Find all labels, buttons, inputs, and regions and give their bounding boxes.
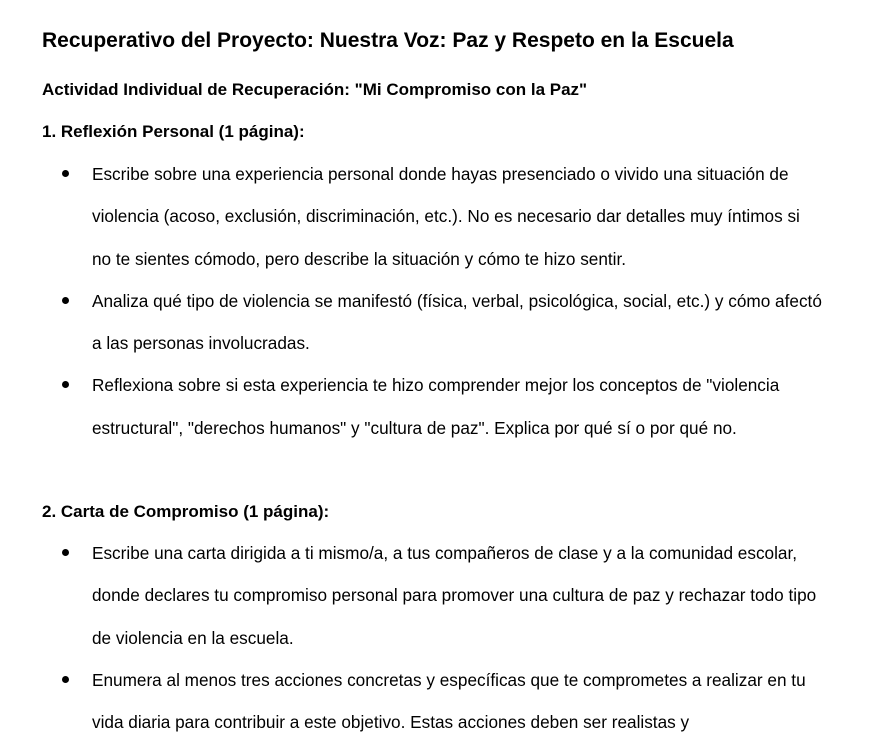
list-item-text: Escribe sobre una experiencia personal donde hayas presenciado o vivido una situación de violencia (acoso, exclusión, discriminación, etc.). No es necesario dar detalles muy íntimos si no te sientes cómodo, pero describe la situación y cómo te hizo sentir. (92, 164, 800, 269)
list-item-text: Escribe una carta dirigida a ti mismo/a, a tus compañeros de clase y a la comunidad escolar, donde declares tu compromiso personal para promover una cultura de paz y rechazar todo tipo de violencia en la escuela. (92, 543, 817, 648)
reflexion-bullet-list (0, 153, 888, 449)
carta-bullet-list (0, 532, 888, 739)
document-title: Recuperativo del Proyecto: Nuestra Voz: Paz y Respeto en la Escuela (42, 29, 734, 52)
list-item-text: Enumera al menos tres acciones concretas y específicas que te comprometes a realizar en tu vida diaria para contribuir a este objetivo. Estas acciones deben ser realistas y (92, 669, 806, 733)
list-item (0, 280, 822, 365)
bullet-dot-icon (62, 297, 69, 304)
bullet-dot-icon (62, 170, 69, 177)
section-heading-reflexion: 1. Reflexión Personal (1 página): (42, 122, 305, 141)
bullet-dot-icon (62, 676, 69, 683)
list-item (0, 364, 822, 449)
list-item (0, 532, 822, 659)
list-item-text: Analiza qué tipo de violencia se manifestó (física, verbal, psicológica, social, etc.) y cómo afectó a las personas involucradas. (92, 290, 822, 354)
list-item-text: Reflexiona sobre si esta experiencia te hizo comprender mejor los conceptos de "violencia estructural", "derechos humanos" y "cultura de paz". Explica por qué sí o por qué no. (92, 375, 780, 438)
section-heading-carta: 2. Carta de Compromiso (1 página): (42, 502, 330, 521)
list-item (0, 153, 822, 280)
list-item (0, 659, 822, 739)
activity-subtitle: Actividad Individual de Recuperación: "Mi Compromiso con la Paz" (42, 80, 588, 99)
bullet-dot-icon (62, 381, 69, 388)
bullet-dot-icon (62, 549, 69, 556)
